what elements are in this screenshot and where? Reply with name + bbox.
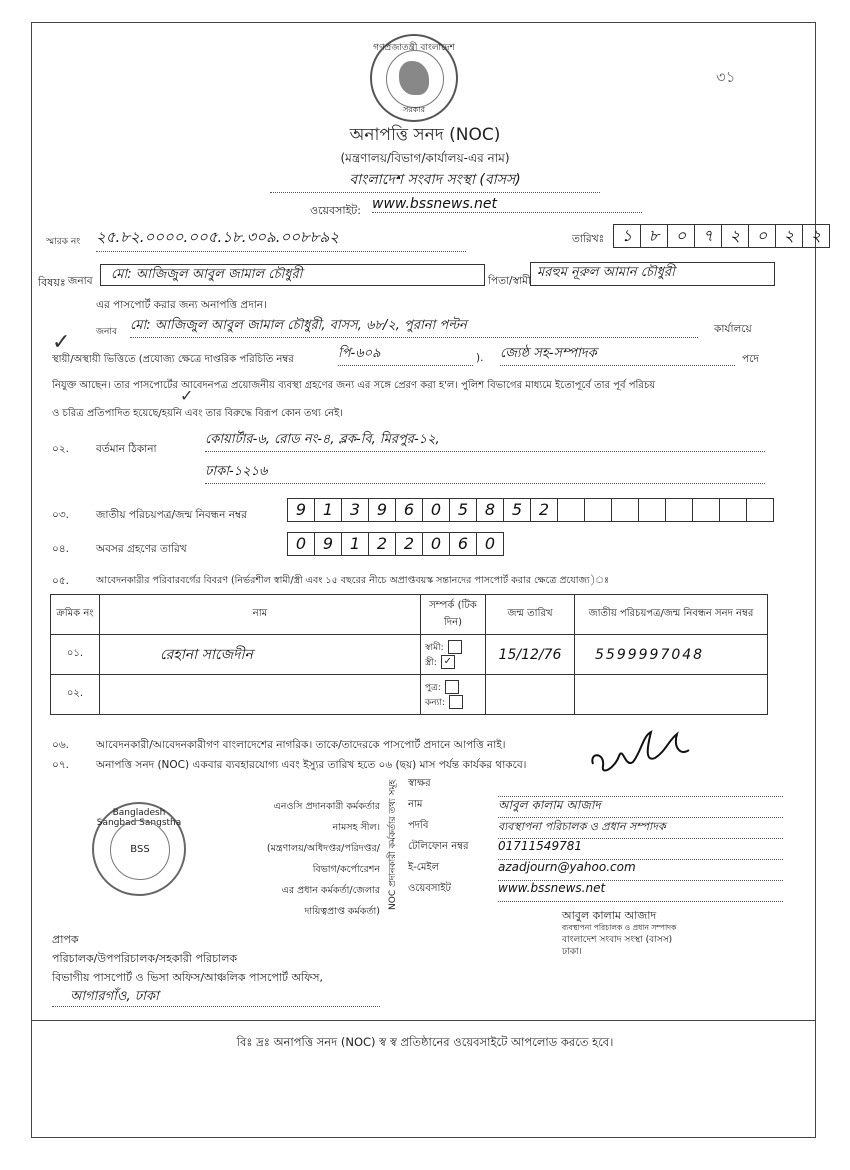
retire-digit: 0	[476, 532, 504, 556]
retire-digit: 9	[314, 532, 342, 556]
address-line1: কোয়ার্টার-৬, রোড নং-৪, ব্লক-বি, মিরপুর-১২,	[205, 430, 765, 452]
issuer-fields	[408, 776, 783, 902]
retire-digit: 2	[395, 532, 423, 556]
government-seal	[370, 34, 458, 122]
document-subtitle: (মন্ত্রণালয়/বিভাগ/কার্যালয়-এর নাম)	[340, 151, 510, 165]
subject-name-field: মো: আজিজুল আবুল জামাল চৌধুরী	[100, 264, 485, 286]
nid-digit: 3	[341, 498, 369, 522]
stamp-line: ঢাকা।	[562, 947, 582, 957]
date-label: তারিখঃ	[572, 233, 605, 245]
nid-digit: 9	[287, 498, 315, 522]
clause7-text: অনাপত্তি সনদ (NOC) একবার ব্যবহারযোগ্য এবং ইস্যুর তারিখ হতে ০৬ (ছয়) মাস পর্যন্ত কার্যকর থাকবে।	[96, 759, 527, 771]
date-digit: ২	[802, 224, 830, 248]
bss-seal	[92, 802, 186, 896]
seal-bottom-text: সরকার	[402, 105, 425, 114]
organization-name: বাংলাদেশ সংবাদ সংস্থা (বাসস)	[270, 168, 600, 193]
row-dob: 15/12/76	[486, 635, 575, 675]
issuer-field-label: ওয়েবসাইট	[408, 883, 451, 894]
row-name	[100, 675, 421, 715]
seal-top-text: গণপ্রজাতন্ত্রী বাংলাদেশ	[373, 43, 455, 53]
retire-digit: 0	[287, 532, 315, 556]
date-digit: ৭	[694, 224, 722, 248]
issuer-field-label: নাম	[408, 799, 423, 810]
issuer-vertical-text: NOC প্রদানকারী কর্মকর্তার তথ্য সমূহ	[388, 779, 398, 910]
relation-checkbox[interactable]	[449, 695, 463, 709]
nid-digit	[557, 498, 585, 522]
official-stamp	[562, 910, 676, 958]
family-table	[50, 594, 768, 715]
row-relation	[421, 635, 486, 675]
row-nid: 5599997048	[575, 635, 768, 675]
nid-digit: 5	[449, 498, 477, 522]
recipient-label: প্রাপক	[52, 933, 79, 946]
clause7-num: ০৭.	[52, 759, 69, 771]
body-line2-suffix: পদে	[742, 353, 759, 365]
relation-checkbox[interactable]: ✓	[441, 655, 455, 669]
seal-emblem	[386, 50, 444, 108]
issuer-left-line: বিভাগ/কর্পোরেশন	[312, 864, 380, 875]
nid-digit	[584, 498, 612, 522]
recipient-line3: আগারগাঁও, ঢাকা	[52, 987, 380, 1007]
body-line4: ও চরিত্র প্রতিপাদিত হয়েছে/হয়নি এবং তার বিরুদ্ধে বিরূপ কোন তথ্য নেই।	[52, 408, 343, 419]
row-name: রেহানা সাজেদীন	[100, 635, 421, 675]
issuer-left-line: (মন্ত্রণালয়/অধিদপ্তর/পরিদপ্তর/	[266, 843, 380, 854]
relation-label: পুত্র:	[425, 682, 441, 693]
stamp-line: বাংলাদেশ সংবাদ সংস্থা (বাসস)	[562, 935, 673, 945]
address-line2: ঢাকা-১২১৬	[205, 462, 765, 484]
body-line3: নিযুক্ত আছেন। তার পাসপোর্টের আবেদনপত্র প্রয়োজনীয় ব্যবস্থা গ্রহণের জন্য এর সঙ্গে প্রেরণ করা হ'ল। পুলিশ বিভাগের মাধ্যমে ইতোপূর্বে তার পূর্ব পরিচয়	[52, 380, 656, 391]
issuer-field-value: ব্যবস্থাপনা পরিচালক ও প্রধান সম্পাদক	[498, 818, 783, 839]
nid-digit	[638, 498, 666, 522]
retire-digit: 1	[341, 532, 369, 556]
issuer-left-line: এনওসি প্রদানকারী কর্মকর্তার	[273, 801, 380, 812]
issuer-field-label: ই-মেইল	[408, 862, 440, 873]
retire-num: ০৪.	[52, 543, 69, 555]
issuer-field-row	[408, 881, 783, 902]
map-icon	[399, 61, 429, 95]
retire-digit: 0	[422, 532, 450, 556]
relation-label: স্বামী:	[425, 642, 444, 653]
relation-checkbox[interactable]	[445, 680, 459, 694]
relation-option	[425, 680, 485, 695]
date-digit: ২	[775, 224, 803, 248]
website-label: ওয়েবসাইট:	[310, 204, 361, 217]
body-line1-prefix: জনাব	[96, 327, 118, 337]
issuer-field-row	[408, 776, 783, 797]
issuer-field-label: পদবি	[408, 820, 429, 831]
office-id-value: পি-৬০৯	[338, 344, 473, 366]
signature	[585, 722, 695, 782]
issuer-field-value	[498, 776, 783, 797]
nid-digit: 6	[395, 498, 423, 522]
row-serial: ০২.	[51, 675, 100, 715]
document-title: অনাপত্তি সনদ (NOC)	[349, 125, 501, 145]
header-serial: ক্রমিক নং	[51, 595, 100, 635]
website-value: www.bssnews.net	[372, 196, 642, 213]
nid-num: ০৩.	[52, 509, 69, 521]
subject-label: বিষয়ঃ	[38, 276, 66, 289]
nid-digit	[611, 498, 639, 522]
issuer-field-value: 01711549781	[498, 839, 783, 860]
date-digit: ১	[613, 224, 641, 248]
table-row	[51, 675, 768, 715]
date-digit: ০	[748, 224, 776, 248]
page-mark: ৩১	[716, 68, 736, 86]
header-dob: জন্ম তারিখ	[486, 595, 575, 635]
retire-boxes	[288, 532, 504, 556]
issuer-left-line: নামসহ সীল।	[332, 822, 380, 833]
issuer-left-labels	[210, 796, 380, 922]
nid-digit: 9	[368, 498, 396, 522]
nid-boxes	[288, 498, 774, 522]
relation-option	[425, 695, 485, 710]
stamp-line: আবুল কালাম আজাদ	[562, 909, 657, 922]
stamp-line: ব্যবস্থাপনা পরিচালক ও প্রধান সম্পাদক	[562, 923, 677, 932]
nid-digit: 1	[314, 498, 342, 522]
nid-digit	[692, 498, 720, 522]
issuer-field-value: আবুল কালাম আজাদ	[498, 797, 783, 818]
recipient-line1: পরিচালক/উপপরিচালক/সহকারী পরিচালক	[52, 952, 238, 965]
designation-value: জ্যেষ্ঠ সহ-সম্পাদক	[500, 344, 735, 366]
family-label: আবেদনকারীর পরিবারবর্গের বিবরণ (নির্ভরশীল স্বামী/স্ত্রী এবং ১৫ বছরের নীচে অপ্রাপ্তবয়স্ক সন্তানদের পাসপোর্ট করার ক্ষেত্রে প্রযোজ্য)ঃ	[96, 575, 610, 586]
footer-note: বিঃ দ্রঃ অনাপত্তি সনদ (NOC) স্ব স্ব প্রতিষ্ঠানের ওয়েবসাইটে আপলোড করতে হবে।	[236, 1035, 614, 1049]
subject-suffix: এর পাসপোর্ট করার জন্য অনাপত্তি প্রদান।	[96, 299, 267, 311]
table-row	[51, 635, 768, 675]
father-label: পিতা/স্বামী	[488, 275, 531, 287]
nid-digit	[719, 498, 747, 522]
memo-number: ২৫.৮২.০০০০.০০৫.১৮.৩০৯.০০৮৮৯২	[96, 226, 466, 252]
memo-label: স্মারক নং	[46, 237, 81, 247]
bss-seal-center: BSS	[110, 820, 170, 880]
issuer-left-line: এর প্রধান কর্মকর্তা/জেলার	[281, 885, 380, 896]
header-relation: সম্পর্ক (টিক দিন)	[421, 595, 486, 635]
footer-divider	[31, 1020, 816, 1021]
retire-label: অবসর গ্রহণের তারিখ	[96, 543, 187, 555]
nid-digit	[746, 498, 774, 522]
nid-digit: 2	[530, 498, 558, 522]
address-num: ০২.	[52, 443, 69, 455]
date-digit: ৮	[640, 224, 668, 248]
relation-checkbox[interactable]	[448, 640, 462, 654]
issuer-field-row	[408, 818, 783, 839]
issuer-field-row	[408, 860, 783, 881]
issuer-field-label: টেলিফোন নম্বর	[408, 841, 469, 852]
relation-label: কন্যা:	[425, 697, 445, 708]
body-line1-value: মো: আজিজুল আবুল জামাল চৌধুরী, বাসস, ৬৮/২, পুরানা পল্টন	[130, 316, 698, 338]
father-name-field: মরহুম নূরুল আমান চৌধুরী	[530, 262, 775, 286]
issuer-field-row	[408, 797, 783, 818]
issuer-left-line: দায়িত্বপ্রাপ্ত কর্মকর্তা)	[304, 906, 380, 917]
address-label: বর্তমান ঠিকানা	[96, 443, 157, 455]
relation-option	[425, 655, 485, 670]
header-nid: জাতীয় পরিচয়পত্র/জন্ম নিবন্ধন সনদ নম্বর	[575, 595, 768, 635]
body-line2-mid: ).	[476, 352, 484, 364]
issuer-field-value: azadjourn@yahoo.com	[498, 860, 783, 881]
clause6-text: আবেদনকারী/আবেদনকারীগণ বাংলাদেশের নাগরিক। তাকে/তাদেরকে পাসপোর্ট প্রদানে আপত্তি নাই।	[96, 739, 506, 751]
issuer-field-row	[408, 839, 783, 860]
row-serial: ০১.	[51, 635, 100, 675]
recipient-line2: বিভাগীয় পাসপোর্ট ও ভিসা অফিস/আঞ্চলিক পাসপোর্ট অফিস,	[52, 971, 323, 984]
nid-digit: 5	[503, 498, 531, 522]
check-mark-icon: ✓	[180, 386, 194, 405]
body-line2-prefix: স্থায়ী/অস্থায়ী ভিত্তিতে (প্রযোজ্য ক্ষেত্রে দাপ্তরিক পরিচিতি নম্বর	[52, 354, 294, 365]
row-dob	[486, 675, 575, 715]
subject-name-prefix: জনাব	[68, 275, 93, 287]
relation-option	[425, 640, 485, 655]
retire-digit: 6	[449, 532, 477, 556]
body-line1-suffix: কার্যালয়ে	[714, 323, 752, 335]
issuer-field-label: স্বাক্ষর	[408, 778, 431, 789]
nid-digit	[665, 498, 693, 522]
bss-seal-ring-text: Bangladesh Sangbad Sangstha	[96, 808, 182, 828]
recipient-block	[52, 930, 380, 1007]
check-mark-icon: ✓	[52, 330, 71, 355]
retire-digit: 2	[368, 532, 396, 556]
row-nid	[575, 675, 768, 715]
nid-digit: 8	[476, 498, 504, 522]
date-digit: ২	[721, 224, 749, 248]
issuer-field-value: www.bssnews.net	[498, 881, 783, 902]
clause6-num: ০৬.	[52, 739, 69, 751]
nid-label: জাতীয় পরিচয়পত্র/জন্ম নিবন্ধন নম্বর	[96, 509, 247, 521]
header-name: নাম	[100, 595, 421, 635]
row-relation	[421, 675, 486, 715]
nid-digit: 0	[422, 498, 450, 522]
family-num: ০৫.	[52, 575, 69, 587]
relation-label: স্ত্রী:	[425, 657, 437, 668]
date-digit: ০	[667, 224, 695, 248]
date-boxes	[614, 224, 830, 248]
family-table-header	[51, 595, 768, 635]
